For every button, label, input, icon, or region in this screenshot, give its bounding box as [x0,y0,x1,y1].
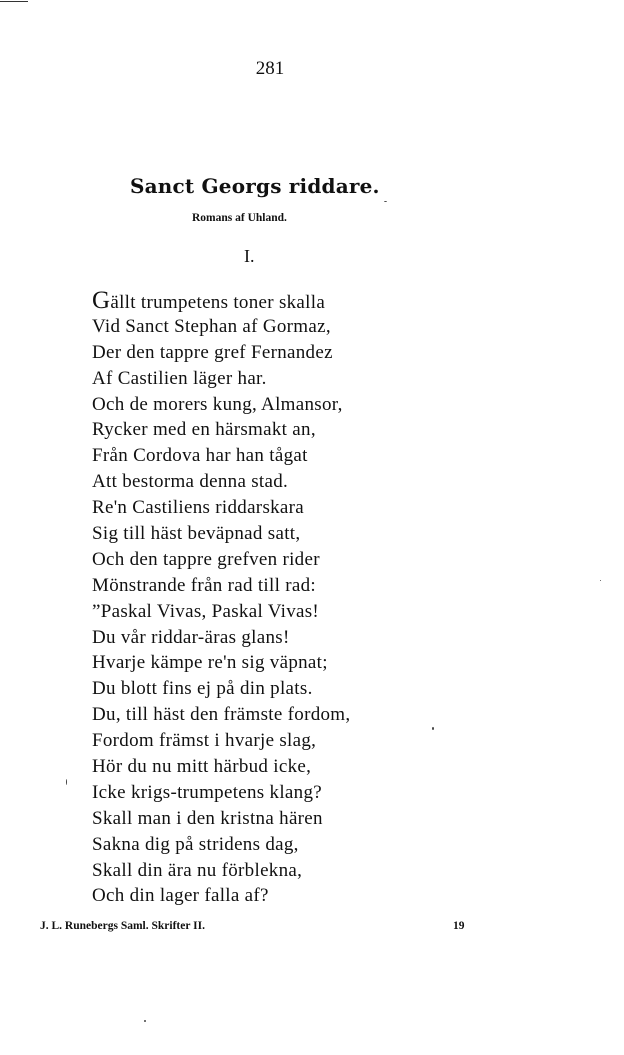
footer-signature: J. L. Runebergs Saml. Skrifter II. [40,920,205,932]
poem-line: Och din lager falla af? [92,885,269,907]
poem-line: Du blott fins ej på din plats. [92,678,313,700]
poem-line: Af Castilien läger har. [92,367,267,389]
poem-line: Der den tappre gref Fernandez [92,341,333,363]
poem-line [92,288,412,314]
poem-line: Du vår riddar-äras glans! [92,626,290,648]
paper-speck [66,779,67,785]
poem-subtitle: Romans af Uhland. [192,212,287,224]
poem-line: ”Paskal Vivas, Paskal Vivas! [92,600,320,622]
page-number: 281 [255,58,285,79]
paper-speck [384,201,387,202]
poem-line: Rycker med en härsmakt an, [92,419,316,441]
poem-line: Fordom främst i hvarje slag, [92,730,317,752]
poem-line: Icke krigs-trumpetens klang? [92,781,322,803]
poem-line: Skall din ära nu förblekna, [92,859,303,881]
poem-line: Mönstrande från rad till rad: [92,574,316,596]
poem-line: Du, till häst den främste fordom, [92,704,351,726]
poem-line: Från Cordova har han tågat [92,445,308,467]
poem-line: Att bestorma denna stad. [92,471,289,493]
poem-line: Hör du nu mitt härbud icke, [92,756,312,778]
paper-speck [144,1020,146,1022]
poem-line: Och den tappre grefven rider [92,548,320,570]
drop-cap: G [92,287,111,314]
poem-line: Sig till häst beväpnad satt, [92,523,301,545]
poem-line: Skall man i den kristna hären [92,807,323,829]
poem-line: Re'n Castiliens riddarskara [92,497,305,519]
poem-body [92,288,412,909]
poem-line: Vid Sanct Stephan af Gormaz, [92,315,331,337]
poem-line: Sakna dig på stridens dag, [92,833,299,855]
poem-title: Sanct Georgs riddare. [130,174,380,198]
top-rule [0,1,28,2]
poem-line: Hvarje kämpe re'n sig väpnat; [92,652,328,674]
section-numeral: I. [244,246,255,266]
poem-first-line: ällt trumpetens toner skalla [110,292,326,313]
footer-sheet-number: 19 [453,920,465,932]
paper-speck [600,580,601,581]
paper-speck [432,727,434,730]
poem-line: Och de morers kung, Almansor, [92,393,343,415]
